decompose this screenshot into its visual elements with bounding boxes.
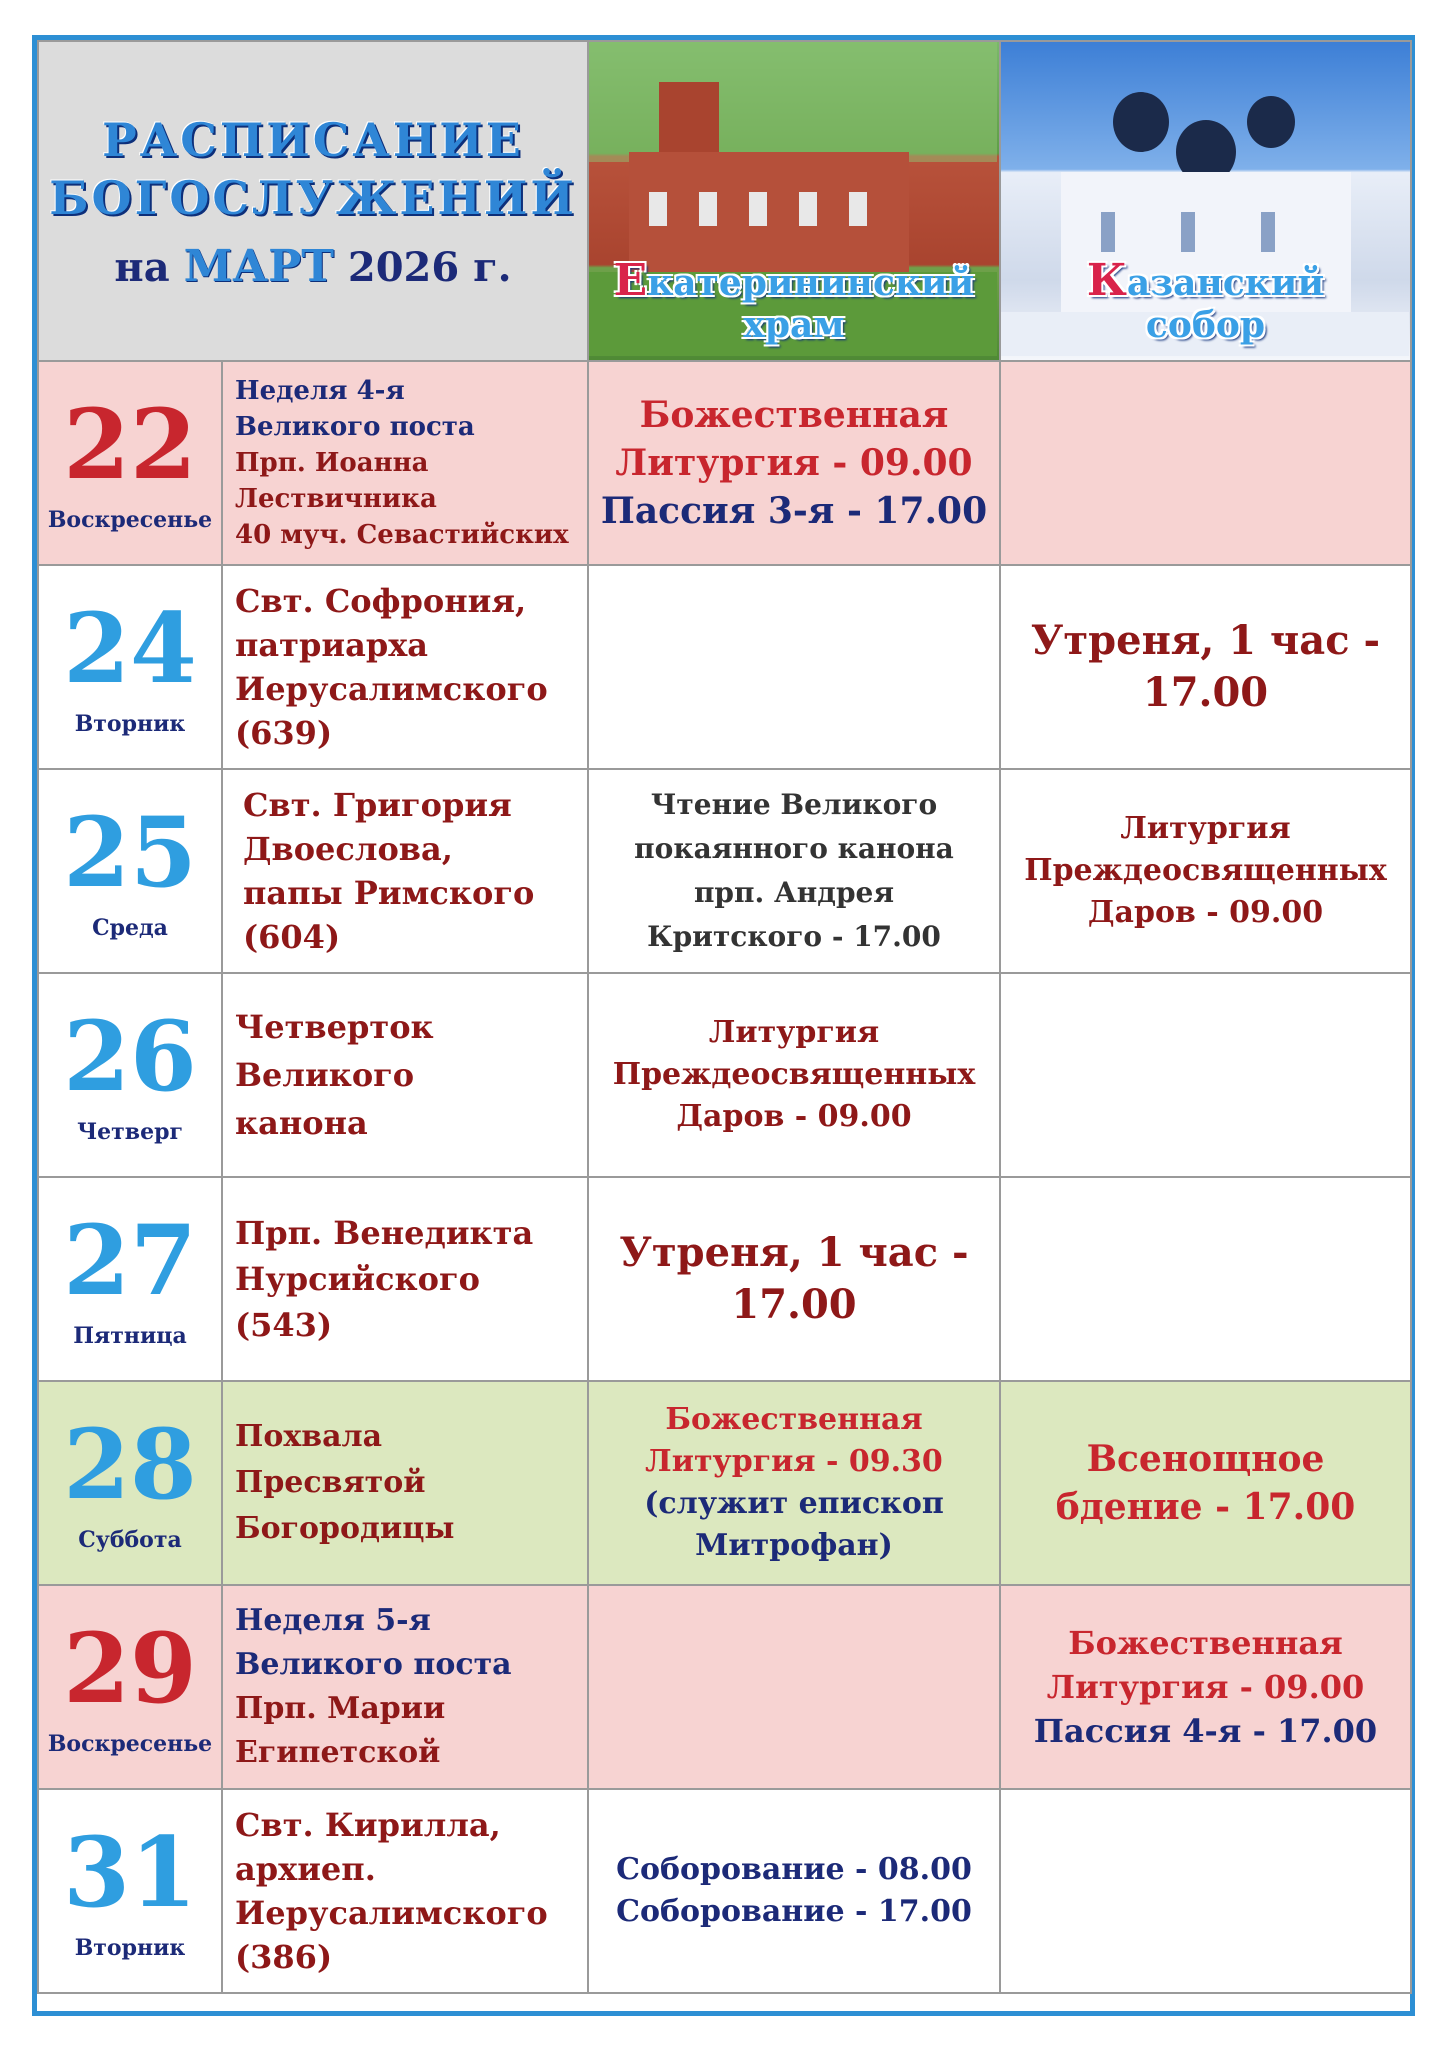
day-cell <box>38 361 222 565</box>
day-number: 27 <box>63 1204 197 1317</box>
church1-service <box>588 973 1000 1177</box>
feast-line: Неделя 4-я <box>235 376 405 406</box>
feast-line: Свт. Григория <box>243 786 512 824</box>
feast-line: Свт. Софрония, <box>235 582 527 620</box>
feast-line: Египетской <box>235 1735 441 1770</box>
feast-cell <box>222 361 588 565</box>
church2-service <box>1000 1789 1411 1993</box>
service-line: Всенощное <box>1086 1438 1325 1480</box>
day-cell <box>38 1789 222 1993</box>
weekday: Вторник <box>74 711 186 737</box>
church2-service <box>1000 973 1411 1177</box>
service-line: Преждеосвященных <box>612 1057 976 1092</box>
church1-service <box>588 769 1000 973</box>
schedule-row <box>38 1177 1411 1381</box>
service-line: Литургия <box>1120 811 1291 846</box>
service-line: Литургия <box>708 1015 880 1050</box>
service-line: 17.00 <box>731 1281 857 1328</box>
feast-line: Прп. Венедикта <box>235 1214 534 1252</box>
day-cell <box>38 565 222 769</box>
service-line: Божественная <box>1068 1624 1343 1662</box>
church2-service <box>1000 769 1411 973</box>
day-number: 24 <box>63 592 197 705</box>
schedule-sheet <box>32 35 1415 2016</box>
service-line: (служит епископ <box>644 1486 944 1521</box>
service-line: прп. Андрея <box>693 876 895 909</box>
service-line: Митрофан) <box>695 1528 893 1563</box>
church1-service <box>588 1177 1000 1381</box>
schedule-row <box>38 769 1411 973</box>
day-cell <box>38 1585 222 1789</box>
church2-service <box>1000 565 1411 769</box>
weekday: Среда <box>92 915 168 941</box>
feast-line: Похвала <box>235 1419 383 1454</box>
feast-cell <box>222 973 588 1177</box>
title-line-3 <box>39 241 587 292</box>
feast-line: Пресвятой <box>235 1465 426 1500</box>
day-cell <box>38 1381 222 1585</box>
feast-line: 40 муч. Севастийских <box>235 520 569 550</box>
feast-line: Иерусалимского <box>235 670 548 708</box>
day-number: 25 <box>63 796 197 909</box>
weekday: Пятница <box>73 1323 187 1349</box>
schedule-row <box>38 361 1411 565</box>
feast-line: Великого <box>235 1056 415 1094</box>
service-line: бдение - 17.00 <box>1055 1486 1356 1528</box>
schedule-row <box>38 973 1411 1177</box>
feast-cell <box>222 1585 588 1789</box>
schedule-row <box>38 1789 1411 1993</box>
service-line: Даров - 09.00 <box>1087 895 1324 930</box>
service-line: покаянного канона <box>634 832 954 865</box>
service-line: Божественная <box>639 394 949 436</box>
church2-service <box>1000 361 1411 565</box>
church1-label <box>589 255 999 346</box>
feast-cell <box>222 1381 588 1585</box>
church1-service <box>588 1789 1000 1993</box>
service-line: Пассия 4-я - 17.00 <box>1033 1712 1378 1750</box>
day-cell <box>38 1177 222 1381</box>
title-line-2: БОГОСЛУЖЕНИЙ <box>49 170 577 225</box>
feast-line: Прп. Иоанна <box>235 448 429 478</box>
title-month: МАРТ <box>183 240 334 292</box>
weekday: Суббота <box>78 1527 182 1553</box>
day-number: 28 <box>63 1408 197 1521</box>
feast-line: Великого поста <box>235 412 475 442</box>
schedule-row <box>38 1585 1411 1789</box>
feast-line: (639) <box>235 714 333 752</box>
weekday: Воскресенье <box>47 1731 213 1757</box>
day-number: 29 <box>63 1612 197 1725</box>
service-line: Божественная <box>665 1402 923 1437</box>
church1-service <box>588 1381 1000 1585</box>
church1-name: катерининский <box>647 262 975 304</box>
weekday: Четверг <box>77 1119 183 1145</box>
service-line: Чтение Великого <box>650 788 938 821</box>
day-number: 31 <box>63 1816 197 1929</box>
feast-line: Богородицы <box>235 1511 455 1546</box>
feast-line: Прп. Марии <box>235 1691 446 1726</box>
church1-name-line2: храм <box>743 304 845 346</box>
feast-line: Неделя 5-я <box>235 1603 431 1638</box>
day-number: 22 <box>63 388 197 501</box>
church2-label <box>1001 255 1410 346</box>
feast-line: архиеп. <box>235 1850 376 1888</box>
schedule-table <box>37 40 1412 1994</box>
title-prefix: на <box>114 243 170 291</box>
feast-cell <box>222 565 588 769</box>
feast-cell <box>222 1789 588 1993</box>
schedule-row <box>38 1381 1411 1585</box>
church2-service <box>1000 1381 1411 1585</box>
feast-line: Великого поста <box>235 1647 512 1682</box>
title-line-1: РАСПИСАНИЕ <box>102 112 524 167</box>
church2-photo <box>1000 41 1411 361</box>
title-year: 2026 г. <box>347 243 512 291</box>
church2-service <box>1000 1585 1411 1789</box>
feast-line: патриарха <box>235 626 429 664</box>
feast-line: (386) <box>235 1938 333 1976</box>
service-line: Пассия 3-я - 17.00 <box>600 490 988 532</box>
service-line: Соборование - 08.00 <box>616 1852 972 1887</box>
service-line: Литургия - 09.00 <box>615 442 973 484</box>
service-line: Соборование - 17.00 <box>616 1894 972 1929</box>
service-line: 17.00 <box>1142 669 1269 716</box>
service-line: Критского - 17.00 <box>647 920 941 953</box>
feast-cell <box>222 769 588 973</box>
church1-service <box>588 565 1000 769</box>
feast-line: Четверток <box>235 1008 434 1046</box>
feast-line: Двоеслова, <box>243 830 453 868</box>
service-line: Даров - 09.00 <box>676 1099 912 1134</box>
service-line: Утреня, 1 час - <box>1030 617 1381 664</box>
church1-service <box>588 1585 1000 1789</box>
church1-initial: Е <box>613 255 648 306</box>
day-number: 26 <box>63 1000 197 1113</box>
church2-initial: К <box>1086 255 1127 306</box>
weekday: Вторник <box>74 1935 186 1961</box>
feast-line: Свт. Кирилла, <box>235 1806 501 1844</box>
church2-name: азанский <box>1126 262 1325 304</box>
feast-line: Иерусалимского <box>235 1894 548 1932</box>
schedule-row <box>38 565 1411 769</box>
feast-line: (604) <box>243 918 341 956</box>
service-line: Литургия - 09.30 <box>645 1444 943 1479</box>
service-line: Утреня, 1 час - <box>619 1229 969 1276</box>
church1-service <box>588 361 1000 565</box>
service-line: Преждеосвященных <box>1024 853 1387 888</box>
title-block <box>38 41 588 361</box>
feast-line: папы Римского <box>243 874 535 912</box>
church1-photo <box>588 41 1000 361</box>
day-cell <box>38 769 222 973</box>
feast-line: Нурсийского (543) <box>235 1260 480 1344</box>
feast-line: канона <box>235 1104 368 1142</box>
service-line: Литургия - 09.00 <box>1046 1668 1365 1706</box>
feast-line: Лествичника <box>235 484 437 514</box>
day-cell <box>38 973 222 1177</box>
church2-service <box>1000 1177 1411 1381</box>
feast-cell <box>222 1177 588 1381</box>
weekday: Воскресенье <box>47 507 213 533</box>
church2-name-line2: собор <box>1145 304 1266 346</box>
